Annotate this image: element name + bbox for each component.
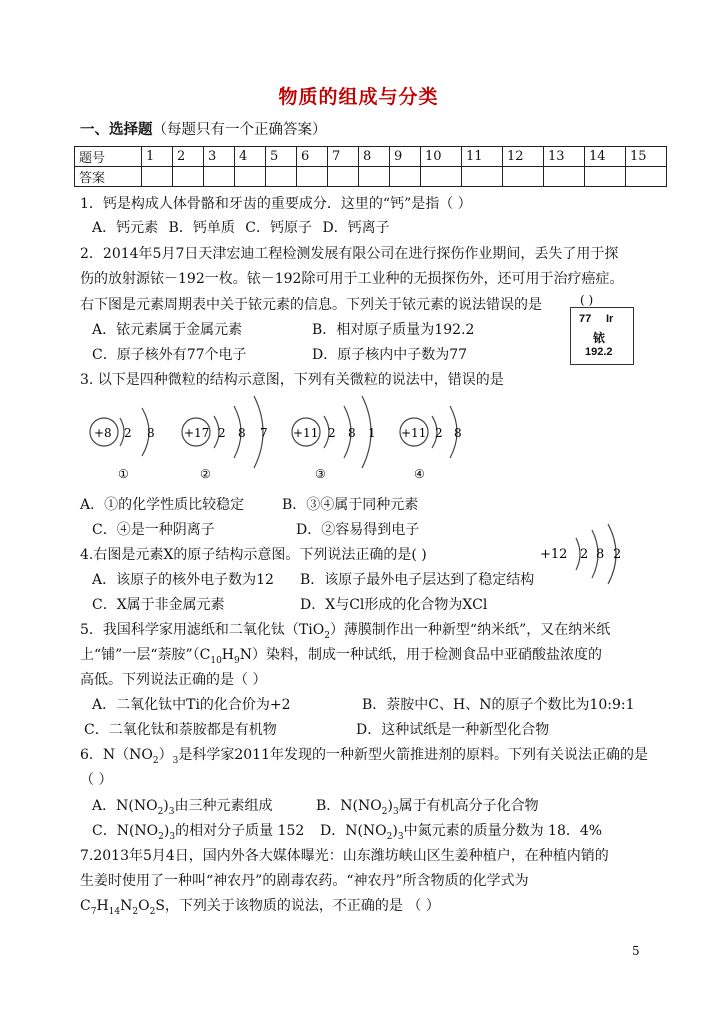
section-heading: 一、选择题（每题只有一个正确答案）	[80, 121, 327, 138]
table-cell: 9	[390, 147, 421, 167]
shell-count: 2	[328, 426, 336, 440]
diagram-label: ③	[315, 467, 326, 481]
shell-count: 8	[348, 426, 356, 440]
answer-cell[interactable]	[173, 167, 204, 187]
q6-option-a: A．$N(NO_2)_3$由三种元素组成	[92, 798, 273, 817]
answer-row	[75, 167, 667, 187]
formula-part: 2	[132, 906, 139, 917]
formula-part: 7	[90, 906, 97, 917]
shell-count: 8	[238, 426, 246, 440]
element-number: 77	[579, 313, 592, 325]
nucleus-label: +11	[401, 426, 427, 440]
answer-cell[interactable]	[626, 167, 667, 187]
table-cell: 5	[266, 147, 297, 167]
answer-cell[interactable]	[266, 167, 297, 187]
number-row	[75, 147, 667, 167]
nucleus-label: +11	[293, 426, 319, 440]
q2-option-d: D．原子核内中子数为77	[312, 347, 468, 363]
q5-line3: 高低。下列说法正确的是（ ）	[80, 672, 267, 688]
shell-count: 2	[435, 426, 443, 440]
q5-line1: 5．我国科学家用滤纸和二氧化钛（TiO$_2$）薄膜制作出一种新型“纳米纸”，又在纳米纸	[80, 622, 611, 641]
q3-option-b: B．③④属于同种元素	[282, 497, 419, 513]
answer-cell[interactable]	[235, 167, 266, 187]
answer-cell[interactable]	[359, 167, 390, 187]
formula-part: H	[96, 898, 109, 914]
table-cell: 10	[421, 147, 462, 167]
formula-part: N	[120, 898, 133, 914]
shell-count: 1	[368, 426, 376, 440]
q3-option-d: D．②容易得到电子	[296, 522, 420, 538]
shell-count: 8	[147, 426, 155, 440]
q5-option-d: D．这种试纸是一种新型化合物	[356, 722, 550, 738]
page-number: 5	[632, 944, 640, 958]
element-name: 铱	[593, 331, 606, 345]
table-cell: 13	[544, 147, 585, 167]
q7-line3: $C_7H_{14}N_2O_2S$，下列关于该物质的说法，不正确的是 （ ）	[80, 898, 440, 917]
q2-option-a: A．铱元素属于金属元素	[92, 322, 243, 338]
q4-atom-diagram	[536, 520, 646, 584]
diagram-label: ②	[200, 467, 211, 481]
table-cell: 2	[173, 147, 204, 167]
element-symbol: Ir	[606, 313, 614, 325]
q6-line2: （ ）	[80, 772, 113, 788]
shell-count: 7	[260, 426, 268, 440]
answer-cell[interactable]	[585, 167, 626, 187]
table-cell: 6	[297, 147, 328, 167]
answer-cell[interactable]	[462, 167, 503, 187]
element-card	[570, 307, 634, 365]
q5-option-b: B．萘胺中C、H、N的原子个数比为10:9:1	[362, 697, 635, 713]
answer-cell[interactable]	[297, 167, 328, 187]
q2-line2: 伤的放射源铱－192一枚。铱－192除可用于工业种的无损探伤外，还可用于治疗癌症。	[80, 271, 624, 287]
q4-option-b: B．该原子最外电子层达到了稳定结构	[300, 572, 535, 588]
table-cell: 3	[204, 147, 235, 167]
element-mass: 192.2	[585, 346, 613, 358]
formula-part: 14	[108, 906, 121, 917]
chemical-formula	[80, 898, 165, 917]
table-cell: 14	[585, 147, 626, 167]
q5-option-c: C．二氧化钛和萘胺都是有机物	[84, 722, 277, 738]
formula-part: O	[138, 898, 150, 914]
q4-stem: 4.右图是元素X的原子结构示意图。下列说法正确的是( )	[80, 547, 427, 563]
q4-option-a: A．该原子的核外电子数为12	[92, 572, 274, 588]
nucleus-label: +8	[94, 426, 112, 440]
q3-diagram-4	[398, 390, 478, 486]
formula-part: C	[80, 898, 91, 914]
answer-table	[74, 146, 667, 187]
q6-option-b: B．$N(NO_2)_3$属于有机高分子化合物	[316, 798, 539, 817]
q3-option-c: C．④是一种阴离子	[92, 522, 215, 538]
table-cell: 1	[142, 147, 173, 167]
table-cell: 15	[626, 147, 667, 167]
answer-cell[interactable]	[503, 167, 544, 187]
q7-line1: 7.2013年5月4日，国内外各大媒体曝光：山东潍坊峡山区生姜种植户，在种植内销的	[80, 848, 609, 864]
formula-part: 2	[149, 906, 156, 917]
q1-options: A．钙元素 B．钙单质 C．钙原子 D．钙离子	[92, 220, 390, 236]
shell-count: 2	[218, 426, 226, 440]
answer-cell[interactable]	[142, 167, 173, 187]
table-cell: 12	[503, 147, 544, 167]
shell-count: 2	[580, 547, 589, 562]
q4-option-c: C．X属于非金属元素	[92, 597, 225, 613]
nucleus-label: +12	[540, 547, 568, 562]
answer-cell[interactable]	[204, 167, 235, 187]
diagram-label: ④	[414, 467, 425, 481]
answer-cell[interactable]	[544, 167, 585, 187]
q6-option-c: C．$N(NO_2)_3$的相对分子质量 152	[92, 823, 305, 842]
table-cell: 4	[235, 147, 266, 167]
q3-option-a: A．①的化学性质比较稳定	[80, 497, 245, 513]
q2-line3: 右下图是元素周期表中关于铱元素的信息。下列关于铱元素的说法错误的是	[80, 297, 542, 313]
q3-stem: 3. 以下是四种微粒的结构示意图，下列有关微粒的说法中，错误的是	[80, 372, 504, 388]
q6-line1: 6．$N(NO_2)_3$是科学家2011年发现的一种新型火箭推进剂的原料。下列有关说法正确的是	[80, 747, 648, 766]
q3-diagram-2	[182, 390, 282, 486]
table-cell: 题号	[75, 147, 142, 167]
q7-line2: 生姜时使用了一种叫“神农丹”的剧毒农药。“神农丹”所含物质的化学式为	[80, 873, 529, 889]
q5-option-a: A．二氧化钛中Ti的化合价为+2	[92, 697, 291, 713]
q2-option-b: B．相对原子质量为192.2	[312, 322, 475, 338]
formula-part: S	[155, 898, 165, 914]
table-cell: 答案	[75, 167, 142, 187]
q3-diagram-3	[290, 390, 390, 486]
answer-cell[interactable]	[390, 167, 421, 187]
table-cell: 8	[359, 147, 390, 167]
shell-count: 2	[124, 426, 132, 440]
diagram-label: ①	[118, 467, 129, 481]
page-title: 物质的组成与分类	[278, 86, 439, 108]
q2-paren: ( )	[580, 293, 594, 307]
shell-count: 2	[613, 547, 622, 562]
shell-count: 8	[454, 426, 462, 440]
q4-option-d: D．X与Cl形成的化合物为XCl	[300, 597, 488, 613]
answer-cell[interactable]	[328, 167, 359, 187]
q5-line2: 上“铺”一层“萘胺$”(C_{10}H_9N)$染料，制成一种试纸，用于检测食品中亚硝酸盐浓度的	[80, 647, 602, 666]
shell-count: 8	[596, 547, 605, 562]
table-cell: 11	[462, 147, 503, 167]
q2-option-c: C．原子核外有77个电子	[92, 347, 247, 363]
table-cell: 7	[328, 147, 359, 167]
q6-option-d: D．$N(NO_2)_3$中氮元素的质量分数为 18．4%	[320, 823, 603, 842]
q1-stem: 1．钙是构成人体骨骼和牙齿的重要成分．这里的“钙”是指（ ）	[80, 196, 472, 212]
answer-cell[interactable]	[421, 167, 462, 187]
nucleus-label: +17	[184, 426, 210, 440]
q2-line1: 2．2014年5月7日天津宏迪工程检测发展有限公司在进行探伤作业期间，丢失了用于探	[80, 246, 619, 262]
